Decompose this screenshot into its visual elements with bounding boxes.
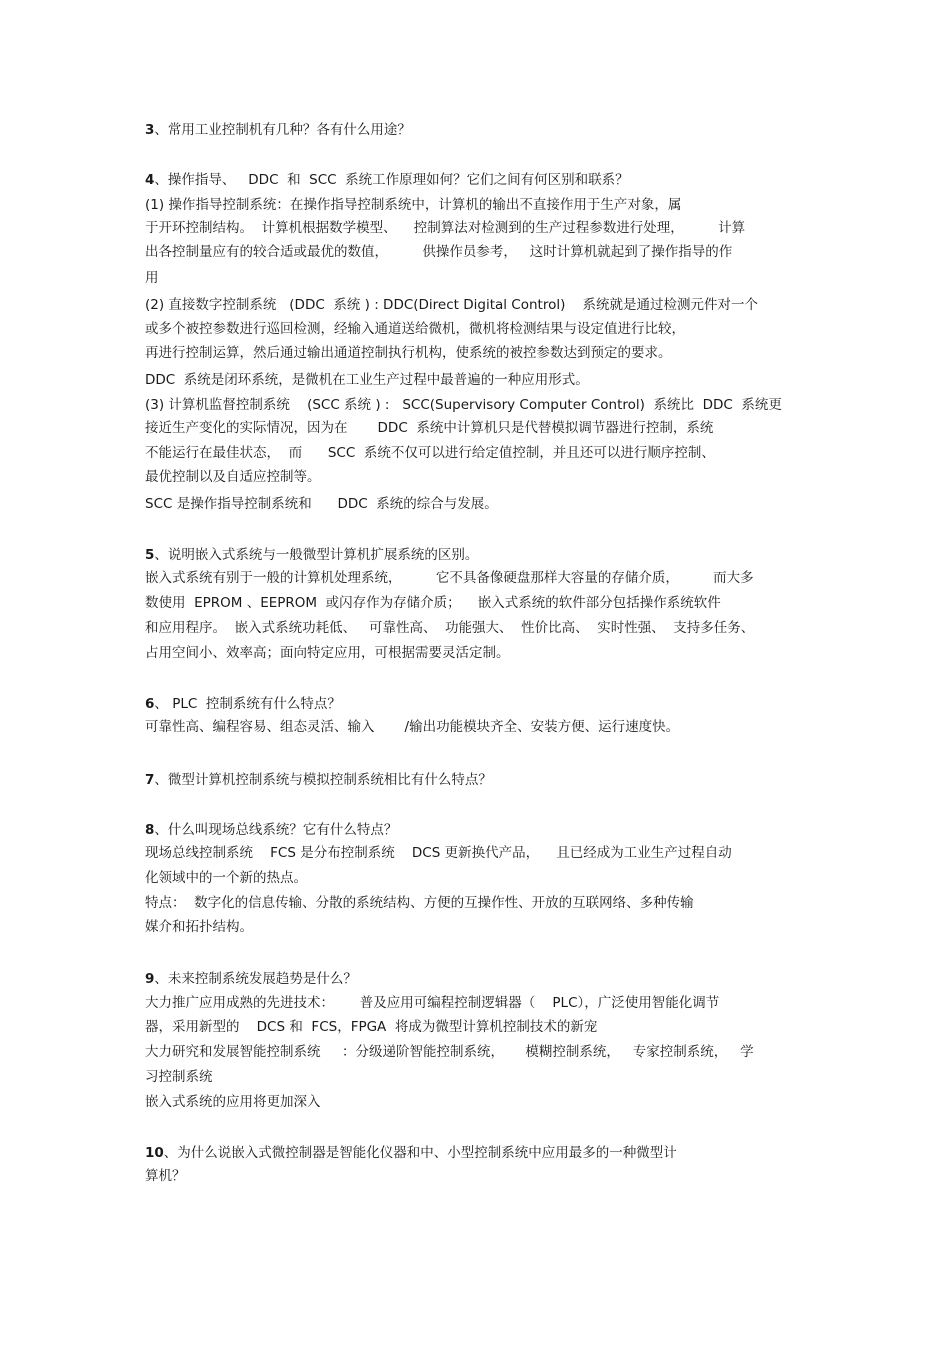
answer-line: 接近生产变化的实际情况，因为在 DDC 系统中计算机只是代替模拟调节器进行控制，系统 — [145, 420, 714, 436]
question-8-heading — [145, 821, 397, 839]
answer-line: 媒介和拓扑结构。 — [145, 919, 253, 935]
answer-line: 化领域中的一个新的热点。 — [145, 870, 307, 886]
answer-line: 再进行控制运算，然后通过输出通道控制执行机构，使系统的被控参数达到预定的要求。 — [145, 345, 672, 361]
answer-line: 特点： 数字化的信息传输、分散的系统结构、方便的互操作性、开放的互联网络、多种传输 — [145, 895, 694, 911]
question-number: 3 — [145, 122, 155, 138]
question-text: 、未来控制系统发展趋势是什么？ — [154, 971, 357, 987]
question-number: 7 — [145, 772, 155, 788]
question-text: 、 PLC 控制系统有什么特点？ — [154, 696, 341, 712]
question-9-heading — [145, 970, 357, 988]
question-text: 、什么叫现场总线系统？它有什么特点？ — [154, 822, 398, 838]
answer-line: 习控制系统 — [145, 1069, 213, 1085]
answer-line: 嵌入式系统的应用将更加深入 — [145, 1094, 321, 1110]
answer-line: 器，采用新型的 DCS 和 FCS，FPGA 将成为微型计算机控制技术的新宠 — [145, 1019, 598, 1035]
question-4-heading — [145, 171, 629, 189]
question-text: 、说明嵌入式系统与一般微型计算机扩展系统的区别。 — [154, 547, 479, 563]
answer-line: DDC 系统是闭环系统，是微机在工业生产过程中最普遍的一种应用形式。 — [145, 372, 589, 388]
question-6-heading — [145, 695, 341, 713]
answer-line: 嵌入式系统有别于一般的计算机处理系统， 它不具备像硬盘那样大容量的存储介质， 而大多 — [145, 570, 754, 586]
question-text: 、常用工业控制机有几种？各有什么用途？ — [154, 122, 411, 138]
question-number: 4 — [145, 172, 155, 188]
question-text: 、为什么说嵌入式微控制器是智能化仪器和中、小型控制系统中应用最多的一种微型计 — [163, 1145, 677, 1161]
answer-line: 或多个被控参数进行巡回检测，经输入通道送给微机，微机将检测结果与设定值进行比较， — [145, 321, 685, 337]
answer-line: (2) 直接数字控制系统 (DDC 系统 ) : DDC(Direct Digital Control) 系统就是通过检测元件对一个 — [145, 297, 759, 313]
question-10-continued: 算机？ — [145, 1168, 186, 1184]
question-number: 10 — [145, 1145, 164, 1161]
answer-line: 大力研究和发展智能控制系统 ：分级递阶智能控制系统， 模糊控制系统， 专家控制系统， 学 — [145, 1044, 754, 1060]
answer-line: 于开环控制结构。 计算机根据数学模型、 控制算法对检测到的生产过程参数进行处理， 计算 — [145, 220, 746, 236]
answer-line: 不能运行在最佳状态， 而 SCC 系统不仅可以进行给定值控制，并且还可以进行顺序控制、 — [145, 445, 715, 461]
answer-line: 和应用程序。 嵌入式系统功耗低、 可靠性高、 功能强大、 性价比高、 实时性强、 支持多任务、 — [145, 620, 755, 636]
question-number: 8 — [145, 822, 155, 838]
question-5-heading — [145, 546, 478, 564]
answer-line: 出各控制量应有的较合适或最优的数值， 供操作员参考， 这时计算机就起到了操作指导的作 — [145, 244, 733, 260]
answer-line: 数使用 EPROM 、EEPROM 或闪存作为存储介质； 嵌入式系统的软件部分包括操作系统软件 — [145, 595, 721, 611]
answer-line: (1) 操作指导控制系统：在操作指导控制系统中，计算机的输出不直接作用于生产对象，属 — [145, 197, 682, 213]
answer-line: 占用空间小、效率高；面向特定应用，可根据需要灵活定制。 — [145, 645, 510, 661]
answer-line: SCC 是操作指导控制系统和 DDC 系统的综合与发展。 — [145, 496, 498, 512]
question-10-heading — [145, 1144, 677, 1162]
question-number: 9 — [145, 971, 155, 987]
question-7-heading — [145, 771, 492, 789]
question-3-heading — [145, 121, 411, 139]
answer-line: 大力推广应用成熟的先进技术： 普及应用可编程控制逻辑器（ PLC），广泛使用智能化调节 — [145, 995, 720, 1011]
question-text: 、操作指导、 DDC 和 SCC 系统工作原理如何？它们之间有何区别和联系？ — [154, 172, 629, 188]
question-text: 、微型计算机控制系统与模拟控制系统相比有什么特点？ — [154, 772, 492, 788]
answer-line: 现场总线控制系统 FCS 是分布控制系统 DCS 更新换代产品， 且已经成为工业生产过程自动 — [145, 845, 732, 861]
answer-line: 可靠性高、编程容易、组态灵活、输入 /输出功能模块齐全、安装方便、运行速度快。 — [145, 719, 680, 735]
answer-line: 最优控制以及自适应控制等。 — [145, 469, 321, 485]
answer-line: 用 — [145, 270, 159, 286]
answer-line: (3) 计算机监督控制系统 (SCC 系统 ) : SCC(Supervisory Computer Control) 系统比 DDC 系统更 — [145, 397, 782, 413]
question-number: 6 — [145, 696, 155, 712]
question-number: 5 — [145, 547, 155, 563]
